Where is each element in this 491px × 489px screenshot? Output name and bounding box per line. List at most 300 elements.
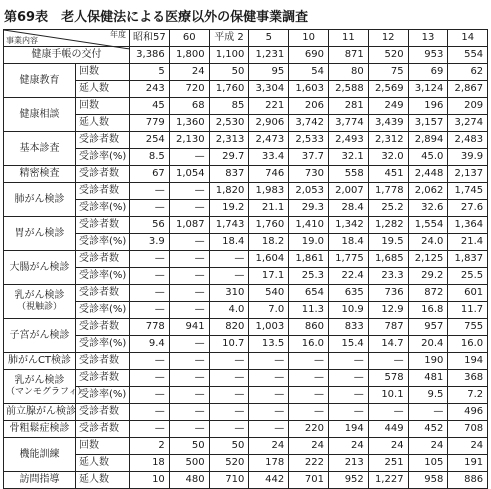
value-cell: 243 [130,81,170,98]
value-cell: — [169,387,209,404]
value-cell: 3,742 [289,115,329,132]
value-cell: 206 [289,98,329,115]
row-item-text: 子宮がん検診 [9,329,70,341]
value-cell: 1,360 [169,115,209,132]
row-measure-label: 受診者数 [76,183,130,200]
value-cell: — [408,404,448,421]
value-cell: 3.9 [130,234,170,251]
value-cell: 837 [209,166,249,183]
value-cell: — [169,302,209,319]
value-cell: 281 [328,98,368,115]
value-cell: 953 [408,47,448,64]
table-row [4,302,488,319]
value-cell: 25.3 [289,268,329,285]
value-cell: — [249,370,289,387]
value-cell: — [328,387,368,404]
row-item-text: 前立腺がん検診 [6,406,76,417]
value-cell: 2,473 [249,132,289,149]
year-header: 10 [289,30,329,47]
value-cell: 1,604 [249,251,289,268]
value-cell: 80 [328,64,368,81]
value-cell: — [169,421,209,438]
value-cell: 16.0 [448,336,488,353]
value-cell: 3,157 [408,115,448,132]
row-item-text: 健康教育 [19,74,60,86]
value-cell: 1,983 [249,183,289,200]
value-cell: 24 [249,438,289,455]
health-services-table [3,29,488,489]
row-measure-label: 受診率(%) [76,149,130,166]
value-cell: 778 [130,319,170,336]
value-cell: — [289,370,329,387]
value-cell: — [130,285,170,302]
value-cell: 2 [130,438,170,455]
value-cell: 2,313 [209,132,249,149]
value-cell: — [169,353,209,370]
row-item-label [4,98,76,132]
value-cell: 1,603 [289,81,329,98]
table-row [4,81,488,98]
row-item-label [4,132,76,166]
value-cell: 2,867 [448,81,488,98]
row-item-label [4,64,76,98]
value-cell: 654 [289,285,329,302]
year-header: 14 [448,30,488,47]
value-cell: 24 [408,438,448,455]
table-row [4,404,488,421]
value-cell: 191 [448,455,488,472]
value-cell: 69 [408,64,448,81]
value-cell: 1,227 [368,472,408,489]
value-cell: 45.0 [408,149,448,166]
table-title: 第69表 老人保健法による医療以外の保健事業調査 [4,10,309,25]
row-item-label [4,183,76,217]
value-cell: 8.5 [130,149,170,166]
row-item-text: 機能訓練 [19,448,60,460]
value-cell: 254 [130,132,170,149]
value-cell: 32.6 [408,200,448,217]
year-header: 60 [169,30,209,47]
row-item-label [4,421,76,438]
row-item-text: 精密検査 [19,168,60,179]
value-cell: 213 [328,455,368,472]
table-row [4,251,488,268]
value-cell: 886 [448,472,488,489]
value-cell: 196 [408,98,448,115]
value-cell: 1,760 [249,217,289,234]
value-cell: 635 [328,285,368,302]
value-cell: 221 [249,98,289,115]
value-cell: 75 [368,64,408,81]
value-cell: — [169,200,209,217]
value-cell: 554 [448,47,488,64]
table-row [4,200,488,217]
row-item-label [4,217,76,251]
value-cell: — [328,404,368,421]
value-cell: 368 [448,370,488,387]
row-item-text: 健康相談 [19,108,60,120]
row-item-label: 健康手帳の交付 [4,47,130,64]
value-cell: 1,861 [289,251,329,268]
value-cell: 24.0 [408,234,448,251]
row-measure-label: 延人数 [76,115,130,132]
value-cell: — [130,404,170,421]
value-cell: — [209,251,249,268]
value-cell: — [289,387,329,404]
row-item-label [4,285,76,319]
value-cell: 578 [368,370,408,387]
row-item-text: 骨粗鬆症検診 [9,423,70,434]
value-cell: — [249,404,289,421]
value-cell: 21.4 [448,234,488,251]
value-cell: 1,554 [408,217,448,234]
value-cell: 701 [289,472,329,489]
row-measure-label: 延人数 [76,455,130,472]
value-cell: 24 [448,438,488,455]
value-cell: 33.4 [249,149,289,166]
table-row [4,217,488,234]
value-cell: 10 [130,472,170,489]
value-cell: 37.7 [289,149,329,166]
value-cell: 17.1 [249,268,289,285]
value-cell: 1,800 [169,47,209,64]
value-cell: 1,364 [448,217,488,234]
value-cell: 45 [130,98,170,115]
value-cell: 871 [328,47,368,64]
value-cell: 11.3 [289,302,329,319]
value-cell: 710 [209,472,249,489]
value-cell: 11.7 [448,302,488,319]
row-item-label [4,404,76,421]
value-cell: 68 [169,98,209,115]
row-item-label [4,319,76,353]
row-item-label [4,472,76,489]
value-cell: 2,533 [289,132,329,149]
value-cell: — [209,421,249,438]
row-measure-label: 受診者数 [76,353,130,370]
year-header: 12 [368,30,408,47]
value-cell: 25.5 [448,268,488,285]
value-cell: — [169,285,209,302]
value-cell: — [130,183,170,200]
row-measure-label: 延人数 [76,472,130,489]
value-cell: 95 [249,64,289,81]
table-row [4,183,488,200]
value-cell: 2,007 [328,183,368,200]
value-cell: 2,062 [408,183,448,200]
value-cell: 14.7 [368,336,408,353]
row-measure-label: 受診者数 [76,132,130,149]
value-cell: 310 [209,285,249,302]
value-cell: 15.4 [328,336,368,353]
value-cell: 22.4 [328,268,368,285]
row-measure-label: 受診者数 [76,217,130,234]
value-cell: 2,448 [408,166,448,183]
year-header: 11 [328,30,368,47]
value-cell: — [289,353,329,370]
value-cell: 18.2 [249,234,289,251]
value-cell: — [169,149,209,166]
value-cell: — [130,421,170,438]
value-cell: 16.8 [408,302,448,319]
value-cell: 24 [289,438,329,455]
value-cell: 25.2 [368,200,408,217]
value-cell: — [169,370,209,387]
value-cell: 29.7 [209,149,249,166]
value-cell: 18.4 [209,234,249,251]
value-cell: 10.9 [328,302,368,319]
table-row [4,472,488,489]
value-cell: 2,137 [448,166,488,183]
table-row [4,319,488,336]
value-cell: 730 [289,166,329,183]
table-row [4,336,488,353]
value-cell: 1,087 [169,217,209,234]
value-cell: 56 [130,217,170,234]
row-item-text: 基本診査 [19,142,60,154]
value-cell: 952 [328,472,368,489]
row-measure-label: 受診者数 [76,421,130,438]
value-cell: — [209,370,249,387]
year-header: 13 [408,30,448,47]
row-item-subtext: （マンモグラフィ） [6,387,87,397]
value-cell: — [130,387,170,404]
value-cell: — [368,404,408,421]
value-cell: 2,312 [368,132,408,149]
row-measure-label: 受診率(%) [76,234,130,251]
value-cell: 1,743 [209,217,249,234]
value-cell: 2,894 [408,132,448,149]
year-header: 昭和57 [130,30,170,47]
value-cell: 1,745 [448,183,488,200]
value-cell: 1,231 [249,47,289,64]
value-cell: 520 [368,47,408,64]
row-measure-label: 受診者数 [76,370,130,387]
value-cell: 2,053 [289,183,329,200]
value-cell: 958 [408,472,448,489]
value-cell: — [368,353,408,370]
row-measure-label: 受診率(%) [76,302,130,319]
value-cell: 1,837 [448,251,488,268]
value-cell: 12.9 [368,302,408,319]
value-cell: 2,530 [209,115,249,132]
value-cell: — [328,353,368,370]
value-cell: 16.0 [289,336,329,353]
value-cell: 19.2 [209,200,249,217]
value-cell: — [249,421,289,438]
value-cell: 1,775 [328,251,368,268]
value-cell: 21.1 [249,200,289,217]
value-cell: — [169,251,209,268]
value-cell: 860 [289,319,329,336]
value-cell: 190 [408,353,448,370]
value-cell: 32.0 [368,149,408,166]
value-cell: 1,820 [209,183,249,200]
value-cell: 1,100 [209,47,249,64]
value-cell: 29.2 [408,268,448,285]
corner-item-label: 事業内容 [6,36,38,45]
value-cell: 2,569 [368,81,408,98]
value-cell: 1,410 [289,217,329,234]
value-cell: — [328,370,368,387]
value-cell: 1,760 [209,81,249,98]
value-cell: — [249,353,289,370]
value-cell: 1,054 [169,166,209,183]
corner-header [4,30,130,47]
value-cell: 67 [130,166,170,183]
value-cell: — [289,404,329,421]
value-cell: 2,588 [328,81,368,98]
row-measure-label: 受診率(%) [76,387,130,404]
value-cell: 18.4 [328,234,368,251]
value-cell: 1,778 [368,183,408,200]
row-measure-label: 受診率(%) [76,200,130,217]
row-item-label [4,353,76,370]
value-cell: 32.1 [328,149,368,166]
row-measure-label: 受診者数 [76,319,130,336]
value-cell: 3,124 [408,81,448,98]
row-item-text: 肺がんCT検診 [7,355,72,366]
value-cell: 452 [408,421,448,438]
value-cell: 558 [328,166,368,183]
row-item-label [4,438,76,472]
value-cell: 3,774 [328,115,368,132]
value-cell: — [209,387,249,404]
value-cell: — [169,183,209,200]
value-cell: — [130,370,170,387]
row-measure-label: 受診者数 [76,166,130,183]
value-cell: 220 [289,421,329,438]
table-row [4,166,488,183]
value-cell: 957 [408,319,448,336]
row-item-text: 乳がん検診 [14,290,65,301]
row-measure-label: 回数 [76,64,130,81]
value-cell: 251 [368,455,408,472]
value-cell: 19.0 [289,234,329,251]
value-cell: 833 [328,319,368,336]
value-cell: 13.5 [249,336,289,353]
value-cell: 480 [169,472,209,489]
value-cell: 2,125 [408,251,448,268]
row-measure-label: 受診率(%) [76,336,130,353]
value-cell: 4.0 [209,302,249,319]
table-row [4,353,488,370]
value-cell: 3,304 [249,81,289,98]
value-cell: 10.7 [209,336,249,353]
value-cell: 222 [289,455,329,472]
row-item-text: 訪問指導 [19,474,60,485]
row-item-text: 乳がん検診 [14,375,65,386]
value-cell: 50 [169,438,209,455]
table-row [4,47,488,64]
value-cell: 2,493 [328,132,368,149]
value-cell: 5 [130,64,170,81]
value-cell: 941 [169,319,209,336]
table-row [4,98,488,115]
row-item-text: 肺がん検診 [14,193,65,205]
value-cell: 194 [328,421,368,438]
value-cell: 755 [448,319,488,336]
value-cell: 500 [169,455,209,472]
row-measure-label: 受診者数 [76,285,130,302]
corner-year-label: 年度 [110,30,126,39]
table-row [4,455,488,472]
row-measure-label: 回数 [76,438,130,455]
value-cell: — [249,387,289,404]
value-cell: 1,342 [328,217,368,234]
value-cell: 24 [169,64,209,81]
value-cell: 54 [289,64,329,81]
value-cell: 481 [408,370,448,387]
row-item-subtext: （視触診） [16,302,62,312]
value-cell: 249 [368,98,408,115]
row-measure-label: 受診者数 [76,251,130,268]
value-cell: 787 [368,319,408,336]
value-cell: 601 [448,285,488,302]
value-cell: 540 [249,285,289,302]
table-body [4,47,488,489]
row-measure-label: 延人数 [76,81,130,98]
value-cell: 2,906 [249,115,289,132]
value-cell: — [130,302,170,319]
row-item-label [4,251,76,285]
value-cell: 85 [209,98,249,115]
value-cell: 2,130 [169,132,209,149]
value-cell: 10.1 [368,387,408,404]
value-cell: 20.4 [408,336,448,353]
value-cell: — [169,404,209,421]
value-cell: 24 [328,438,368,455]
value-cell: 24 [368,438,408,455]
value-cell: — [169,268,209,285]
value-cell: 520 [209,455,249,472]
row-measure-label: 受診率(%) [76,268,130,285]
value-cell: 1,003 [249,319,289,336]
value-cell: 3,386 [130,47,170,64]
value-cell: 820 [209,319,249,336]
year-header: 平成 2 [209,30,249,47]
value-cell: 449 [368,421,408,438]
value-cell: 178 [249,455,289,472]
value-cell: 105 [408,455,448,472]
value-cell: 18 [130,455,170,472]
value-cell: 496 [448,404,488,421]
value-cell: 736 [368,285,408,302]
row-item-text: 大腸がん検診 [9,261,70,273]
value-cell: 872 [408,285,448,302]
value-cell: 29.3 [289,200,329,217]
value-cell: 209 [448,98,488,115]
row-item-label [4,166,76,183]
value-cell: 9.5 [408,387,448,404]
value-cell: — [209,268,249,285]
value-cell: — [169,336,209,353]
value-cell: 62 [448,64,488,81]
value-cell: 779 [130,115,170,132]
value-cell: 9.4 [130,336,170,353]
value-cell: 690 [289,47,329,64]
value-cell: 194 [448,353,488,370]
table-row [4,64,488,81]
value-cell: — [130,353,170,370]
table-row [4,268,488,285]
value-cell: 3,439 [368,115,408,132]
value-cell: 708 [448,421,488,438]
value-cell: 442 [249,472,289,489]
value-cell: 19.5 [368,234,408,251]
value-cell: 3,274 [448,115,488,132]
table-row [4,438,488,455]
